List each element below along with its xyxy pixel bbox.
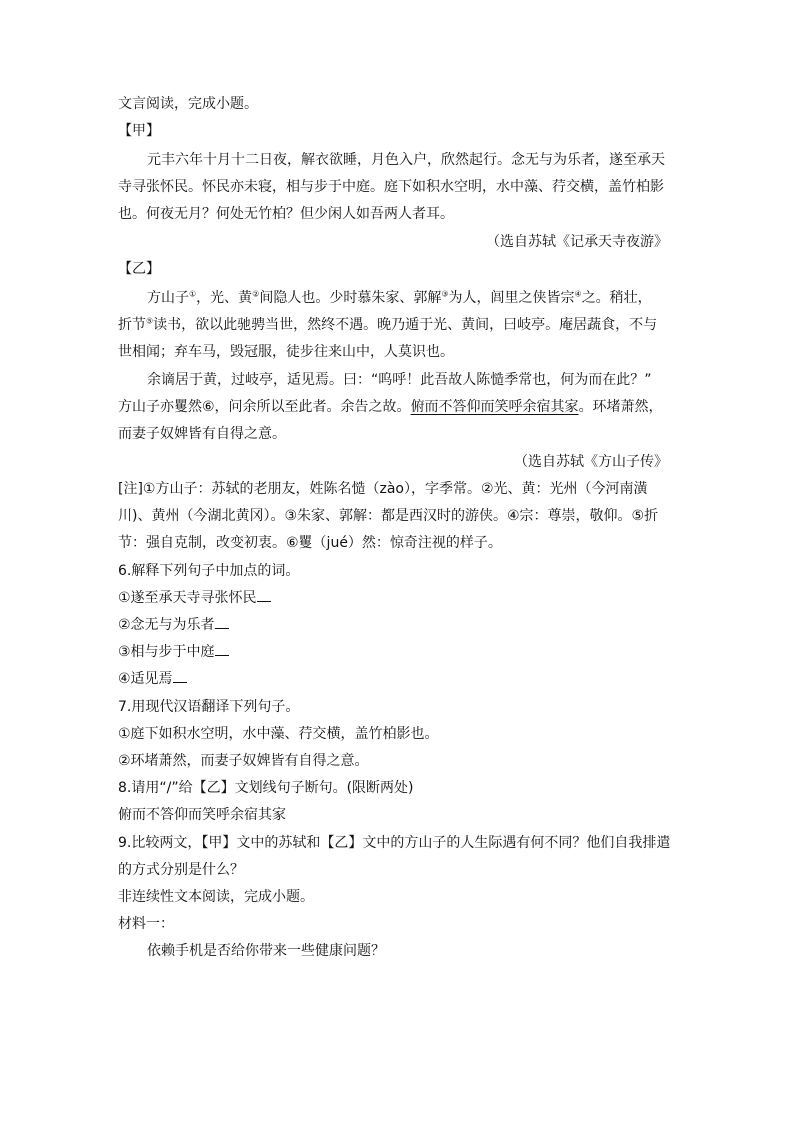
question-8-sentence: 俯而不答仰而笑呼余宿其家 [118, 807, 286, 823]
passage-jia-line: 也。何夜无月？何处无竹柏？但少闲人如吾两人者耳。 [118, 206, 454, 222]
question-6-item: ①遂至承天寺寻张怀民 [118, 588, 678, 608]
question-7-item: ②环堵萧然，而妻子奴婢皆有自得之意。 [118, 753, 369, 769]
underlined-sentence: 俯而不答仰而笑呼余宿其家 [410, 399, 579, 415]
answer-blank [215, 643, 229, 656]
passage-jia-line: 寺寻张怀民。怀民亦未寝，相与步于中庭。庭下如积水空明，水中藻、荇交横，盖竹柏影 [118, 179, 664, 195]
passage-jia-label: 【甲】 [118, 123, 160, 139]
question-7-item: ①庭下如积水空明，水中藻、荇交横，盖竹柏影也。 [118, 726, 439, 742]
passage-jia-source: （选自苏轼《记承天寺夜游》 [486, 234, 668, 250]
question-8-title: 8.请用“/”给【乙】文划线句子断句。(限断两处) [118, 780, 414, 796]
passage-yi-label: 【乙】 [118, 261, 160, 277]
notes-line: 节：强自克制，改变初衷。⑥矍（jué）然：惊奇注视的样子。 [118, 535, 502, 551]
passage-yi-line: 世相闻；弃车马，毁冠服，徒步往来山中，人莫识也。 [118, 344, 454, 360]
question-7-title: 7.用现代汉语翻译下列句子。 [118, 699, 300, 715]
section-instruction: 文言阅读，完成小题。 [118, 96, 258, 112]
question-6-item: ②念无与为乐者 [118, 615, 678, 635]
passage-yi-line: 而妻子奴婢皆有自得之意。 [118, 426, 286, 442]
passage-yi-line: 方山子亦矍然⑥，问余所以至此者。余告之故。俯而不答仰而笑呼余宿其家。环堵萧然， [118, 399, 663, 415]
passage-yi-line: 余谪居于黄，过岐亭，适见焉。曰：“呜呼！此吾故人陈慥季常也，何为而在此？” [147, 372, 652, 388]
answer-blank [173, 670, 187, 683]
question-9-line: 的方式分别是什么？ [118, 862, 244, 878]
notes-line: [注]①方山子：苏轼的老朋友，姓陈名慥（zào），字季常。②光、黄：光州（今河南潢 [118, 481, 648, 497]
section-instruction-2: 非连续性文本阅读，完成小题。 [118, 889, 314, 905]
passage-yi-line: 方山子①，光、黄②间隐人也。少时慕朱家、郭解③为人，闾里之侠皆宗④之。稍壮， [147, 289, 652, 306]
question-6-title: 6.解释下列句子中加点的词。 [118, 563, 300, 579]
passage-yi-line: 折节⑤读书，欲以此驰骋当世，然终不遇。晚乃遁于光、黄间，曰岐亭。庵居蔬食，不与 [118, 316, 658, 333]
answer-blank [215, 616, 229, 629]
passage-yi-source: （选自苏轼《方山子传》 [514, 454, 668, 470]
question-9-line: 9.比较两文，【甲】文中的苏轼和【乙】文中的方山子的人生际遇有何不同？他们自我排遣 [118, 835, 671, 851]
answer-blank [257, 589, 271, 602]
question-6-item: ④适见焉 [118, 669, 678, 689]
material-question: 依赖手机是否给你带来一些健康问题？ [147, 943, 385, 959]
notes-line: 川)、黄州（今湖北黄冈）。③朱家、郭解：都是西汉时的游侠。④宗：尊崇，敬仰。⑤折 [118, 508, 659, 524]
question-6-item: ③相与步于中庭 [118, 642, 678, 662]
material-label: 材料一： [118, 916, 174, 932]
passage-jia-line: 元丰六年十月十二日夜，解衣欲睡，月色入户，欣然起行。念无与为乐者，遂至承天 [147, 152, 665, 168]
